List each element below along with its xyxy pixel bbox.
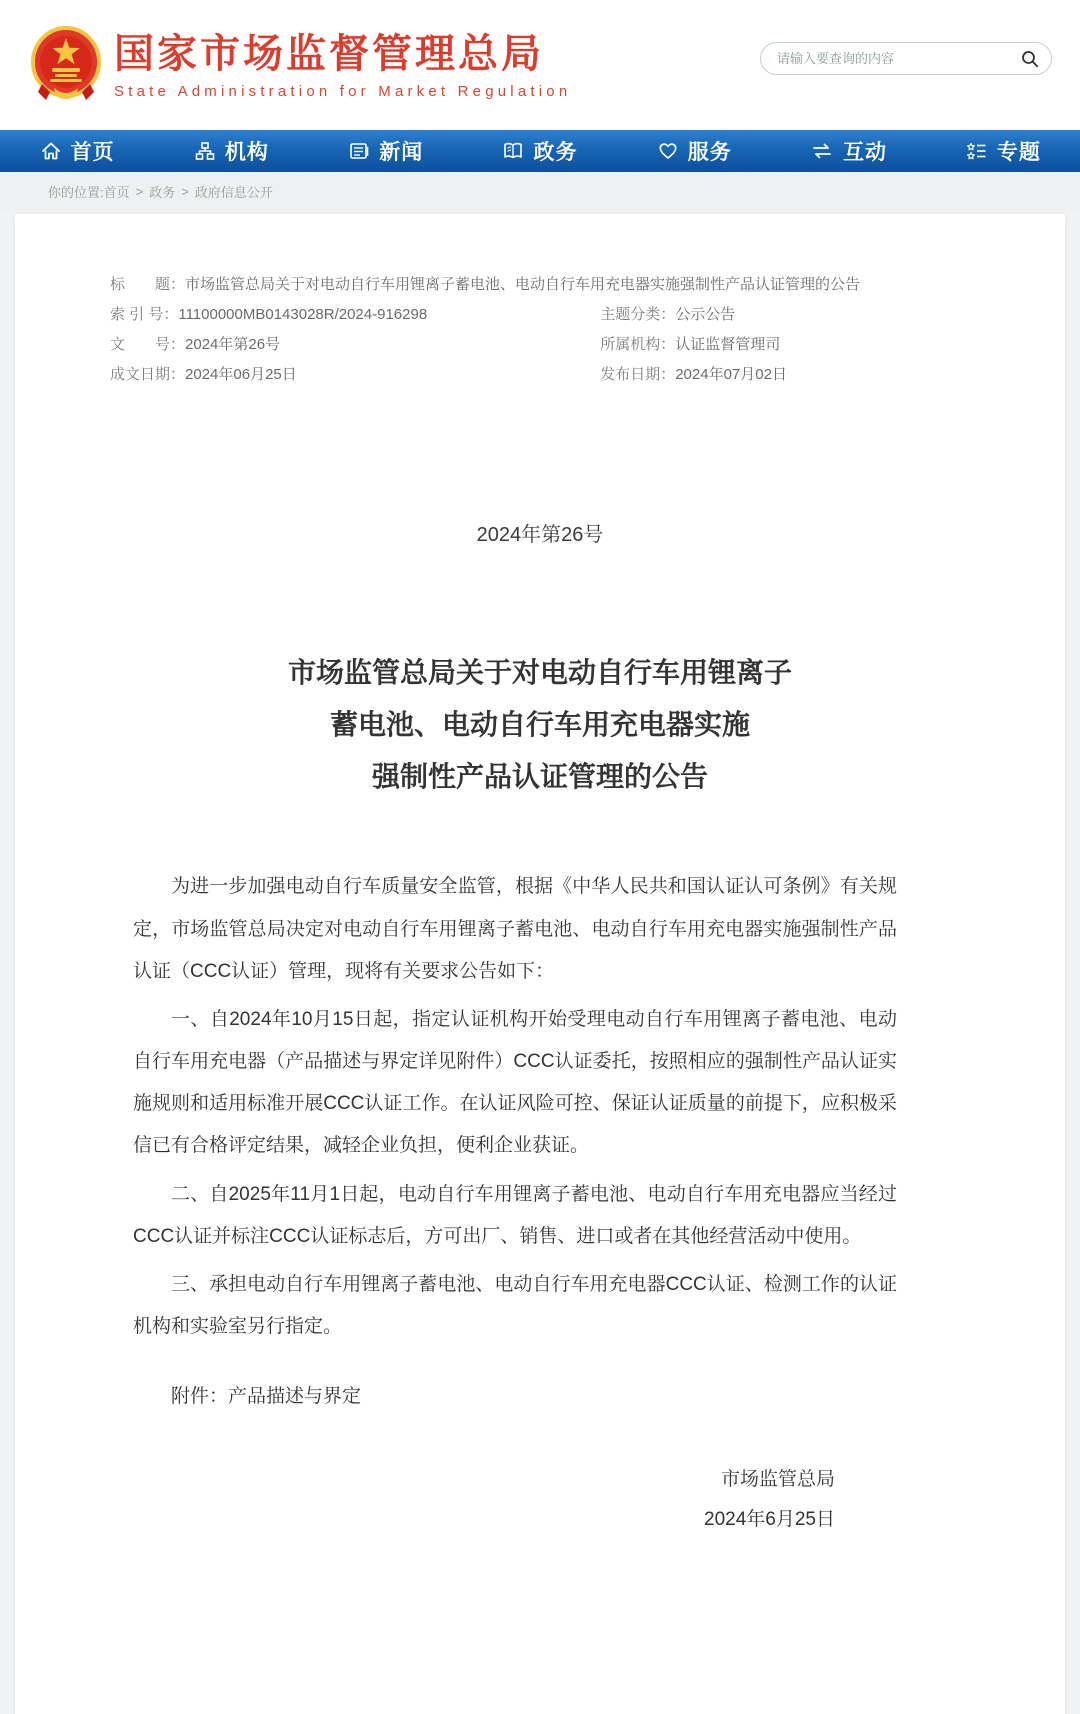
national-emblem-icon — [30, 26, 102, 104]
main-nav — [0, 130, 1080, 172]
search-input[interactable] — [777, 51, 1021, 66]
meta-index-label: 索 引 号： — [110, 306, 179, 323]
document-title-line2: 蓄电池、电动自行车用充电器实施 — [329, 708, 750, 740]
search-box[interactable] — [760, 42, 1052, 75]
search-icon — [1021, 50, 1039, 68]
nav-item-interact[interactable] — [771, 130, 925, 172]
nav-label: 专题 — [996, 141, 1041, 164]
meta-written-date-value: 2024年06月25日 — [185, 366, 297, 383]
attachment-line: 附件：产品描述与界定 — [171, 1386, 362, 1408]
paragraph-intro: 为进一步加强电动自行车质量安全监管，根据《中华人民共和国认证认可条例》有关规定，市场监管总局决定对电动自行车用锂离子蓄电池、电动自行车用充电器实施强制性产品认证（CCC认证）管理，现将有关要求公告如下： — [133, 876, 897, 982]
document-title-line3: 强制性产品认证管理的公告 — [371, 760, 708, 792]
org-icon — [194, 140, 216, 162]
document-card — [15, 214, 1065, 1714]
nav-item-news[interactable] — [309, 130, 463, 172]
nav-label: 首页 — [70, 141, 115, 164]
breadcrumb — [0, 172, 1080, 210]
nav-item-gov[interactable] — [463, 130, 617, 172]
document-number: 2024年第26号 — [476, 524, 604, 546]
meta-docno-label: 文 号： — [110, 336, 186, 353]
meta-index-value: 11100000MB0143028R/2024-916298 — [178, 306, 428, 323]
news-icon — [348, 140, 370, 162]
site-subtitle: State Administration for Market Regulation — [114, 82, 572, 100]
site-title: 国家市场监督管理总局 — [114, 31, 544, 76]
document-body — [15, 866, 1065, 1540]
breadcrumb-item-home[interactable]: 首页 — [103, 184, 130, 200]
service-heart-icon — [657, 140, 679, 162]
nav-item-service[interactable] — [617, 130, 771, 172]
breadcrumb-separator: > — [135, 183, 144, 199]
nav-label: 互动 — [843, 141, 888, 164]
gov-icon — [502, 140, 524, 162]
nav-label: 服务 — [687, 141, 732, 164]
paragraph-item-2: 二、自2025年11月1日起，电动自行车用锂离子蓄电池、电动自行车用充电器应当经过CCC认证并标注CCC认证标志后，方可出厂、销售、进口或者在其他经营活动中使用。 — [133, 1183, 897, 1247]
meta-org-label: 所属机构： — [600, 336, 676, 353]
paragraph-item-1: 一、自2024年10月15日起，指定认证机构开始受理电动自行车用锂离子蓄电池、电动自行车用充电器（产品描述与界定详见附件）CCC认证委托，按照相应的强制性产品认证实施规则和适用标准开展CCC认证工作。在认证风险可控、保证认证质量的前提下，应积极采信已有合格评定结果，减轻企业负担，便利企业获证。 — [133, 1008, 897, 1157]
meta-row-index-category — [110, 300, 970, 330]
document-title — [15, 647, 1065, 802]
meta-category-label: 主题分类： — [600, 306, 676, 323]
national-emblem-logo — [30, 26, 102, 104]
document-meta — [15, 270, 1065, 390]
meta-row-title — [110, 270, 970, 300]
home-icon — [40, 140, 62, 162]
breadcrumb-item-info-disclosure[interactable]: 政府信息公开 — [194, 184, 273, 200]
site-header — [0, 0, 1080, 130]
meta-publish-date-label: 发布日期： — [600, 366, 676, 383]
breadcrumb-separator: > — [181, 183, 189, 199]
brand-block — [114, 31, 571, 100]
nav-item-topic[interactable] — [926, 130, 1080, 172]
meta-publish-date-value: 2024年07月02日 — [675, 366, 787, 383]
signature-block — [133, 1460, 897, 1540]
nav-item-home[interactable] — [0, 130, 154, 172]
paragraph-item-3: 三、承担电动自行车用锂离子蓄电池、电动自行车用充电器CCC认证、检测工作的认证机构和实验室另行指定。 — [133, 1273, 897, 1338]
nav-item-org[interactable] — [154, 130, 308, 172]
breadcrumb-item-gov[interactable]: 政务 — [149, 184, 176, 200]
nav-label: 机构 — [224, 141, 269, 164]
nav-label: 新闻 — [379, 141, 424, 164]
signature-org: 市场监管总局 — [720, 1469, 835, 1491]
meta-docno-value: 2024年第26号 — [185, 336, 281, 353]
meta-title-label: 标 题： — [110, 276, 186, 293]
meta-title-value: 市场监管总局关于对电动自行车用锂离子蓄电池、电动自行车用充电器实施强制性产品认证管理的公告 — [185, 276, 861, 293]
nav-label: 政务 — [533, 141, 578, 164]
signature-date: 2024年6月25日 — [704, 1509, 835, 1531]
meta-org-value: 认证监督管理司 — [675, 336, 781, 353]
meta-row-docno-org — [110, 330, 970, 360]
meta-row-dates — [110, 360, 970, 390]
document-title-line1: 市场监管总局关于对电动自行车用锂离子 — [287, 657, 792, 688]
meta-written-date-label: 成文日期： — [110, 366, 186, 383]
meta-category-value: 公示公告 — [675, 306, 736, 323]
topic-stars-icon — [965, 140, 988, 162]
search-button[interactable] — [1021, 50, 1039, 68]
interact-arrows-icon — [810, 140, 834, 162]
breadcrumb-prefix: 你的位置: — [48, 184, 104, 200]
